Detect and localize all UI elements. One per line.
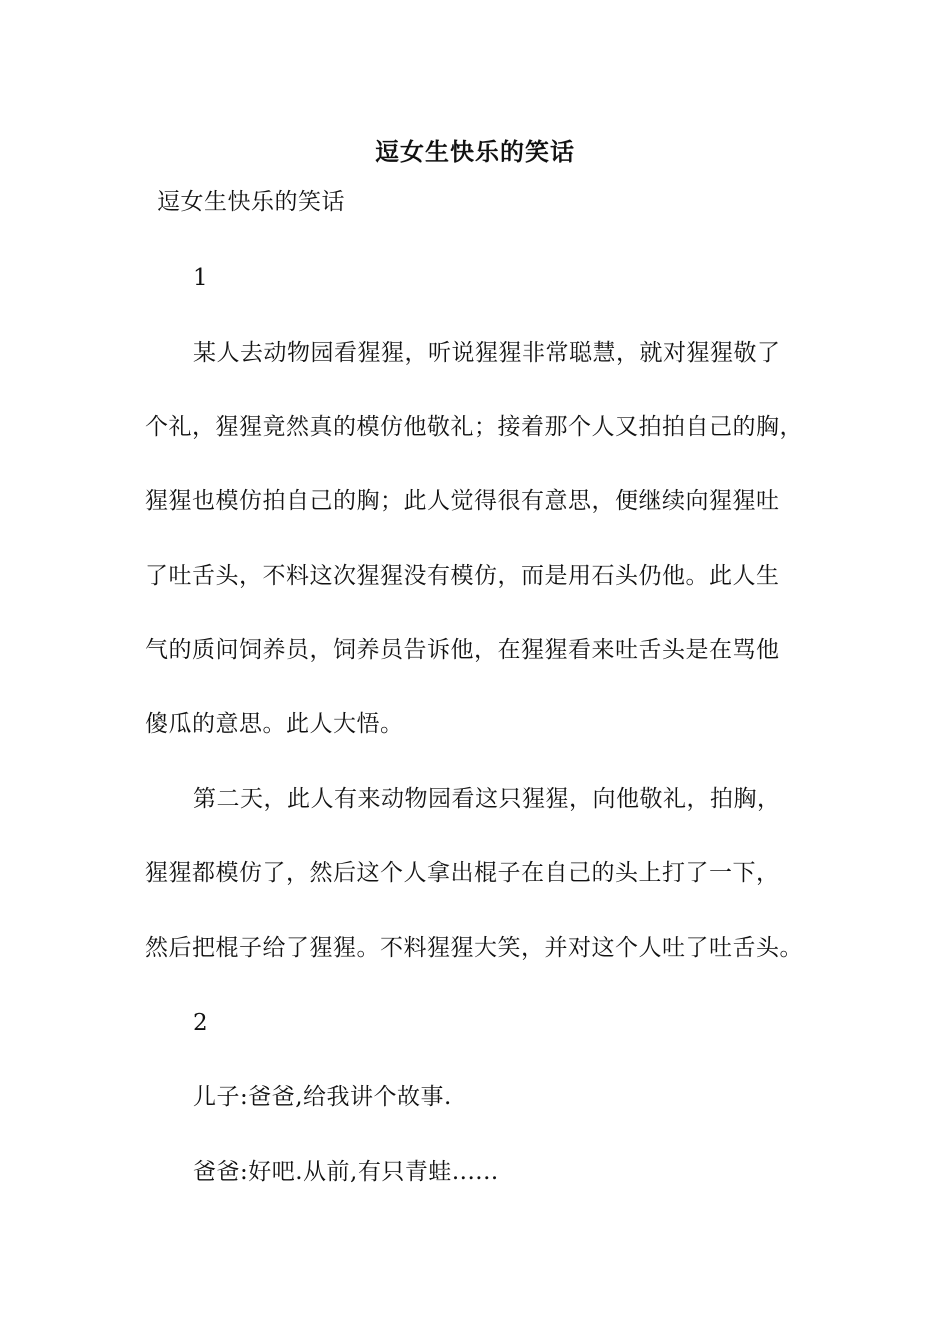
section-number-1: 1: [193, 265, 209, 291]
paragraph-2-line-2: 猩猩都模仿了，然后这个人拿出棍子在自己的头上打了一下，: [145, 860, 780, 886]
paragraph-2-line-3: 然后把棍子给了猩猩。不料猩猩大笑，并对这个人吐了吐舌头。: [145, 935, 803, 961]
dialog-line-2: 爸爸:好吧.从前,有只青蛙......: [193, 1159, 499, 1185]
paragraph-2-line-1: 第二天，此人有来动物园看这只猩猩，向他敬礼，拍胸，: [193, 786, 781, 812]
document-title: 逗女生快乐的笑话: [375, 137, 575, 166]
paragraph-1-line-6: 傻瓜的意思。此人大悟。: [145, 711, 404, 737]
paragraph-1-line-5: 气的质问饲养员，饲养员告诉他，在猩猩看来吐舌头是在骂他: [145, 637, 780, 663]
dialog-line-1: 儿子:爸爸,给我讲个故事.: [193, 1084, 452, 1110]
paragraph-1-line-2: 个礼，猩猩竟然真的模仿他敬礼；接着那个人又拍拍自己的胸，: [145, 414, 803, 440]
paragraph-1-line-3: 猩猩也模仿拍自己的胸；此人觉得很有意思，便继续向猩猩吐: [145, 488, 780, 514]
paragraph-1-line-1: 某人去动物园看猩猩，听说猩猩非常聪慧，就对猩猩敬了: [193, 340, 781, 366]
document-subtitle: 逗女生快乐的笑话: [157, 189, 345, 215]
paragraph-1-line-4: 了吐舌头，不料这次猩猩没有模仿，而是用石头仍他。此人生: [145, 563, 780, 589]
section-number-2: 2: [193, 1010, 209, 1036]
